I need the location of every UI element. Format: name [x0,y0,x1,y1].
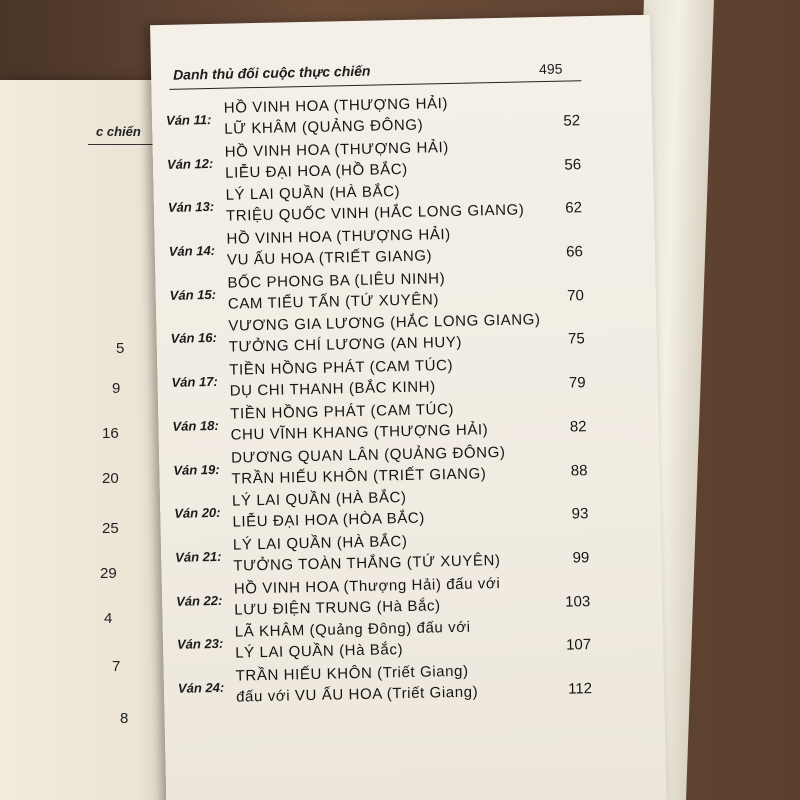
entry-page-number: 107 [565,636,592,654]
entry-line-2: CHU VĨNH KHANG (THƯỢNG HẢI) [230,421,489,444]
entry-page-number: 88 [570,461,588,480]
left-page-number: 9 [112,380,121,397]
entry-line-2: TRIỆU QUỐC VINH (HẮC LONG GIANG) [225,201,525,226]
entry-line-2: đấu với VU ẤU HOA (Triết Giang) [235,683,479,706]
entry-line-2: DỤ CHI THANH (BẮC KINH) [229,378,436,400]
left-page-number: 16 [102,425,119,442]
entry-line-1: LÝ LAI QUẦN (HÀ BẮC) [231,489,407,510]
entry-line-2: LÝ LAI QUẦN (Hà Bắc) [235,641,404,662]
game-label: Ván 16: [170,330,218,347]
entry-line-2: TƯỞNG CHÍ LƯƠNG (AN HUY) [228,334,463,357]
toc-entry [172,660,613,713]
entry-line-1: BỐC PHONG BA (LIÊU NINH) [227,269,446,292]
entry-page-number: 103 [565,592,591,611]
entry-line-1: HỒ VINH HOA (THƯỢNG HẢI) [224,138,450,161]
entry-page-number: 99 [572,549,590,567]
game-label: Ván 19: [173,461,220,478]
entry-line-2: LIỄU ĐẠI HOA (HÒA BẮC) [232,509,426,531]
entry-line-1: LÝ LAI QUẦN (HÀ BẮC) [232,532,408,554]
entry-page-number: 93 [571,505,589,523]
entry-line-1: LÃ KHÂM (Quảng Đông) đấu với [234,618,471,641]
entry-line-1: DƯƠNG QUAN LÂN (QUẢNG ĐÔNG) [230,443,506,467]
game-label: Ván 20: [174,505,221,522]
left-page-header: c chiến [96,124,141,139]
left-page-number: 8 [120,710,129,727]
entry-line-1: LÝ LAI QUẦN (HÀ BẮC) [225,183,401,205]
entry-page-number: 75 [567,330,585,348]
left-page-number: 4 [104,610,113,627]
left-page-number: 25 [102,520,119,537]
header-rule [169,80,581,90]
left-page-number: 29 [100,565,117,582]
entry-page-number: 52 [563,112,581,130]
game-label: Ván 11: [165,111,212,128]
entry-line-2: LIỄU ĐẠI HOA (HỒ BẮC) [224,160,408,182]
entry-page-number: 66 [566,243,584,261]
game-label: Ván 23: [176,636,224,653]
entry-line-2: LỮ KHÂM (QUẢNG ĐÔNG) [224,116,424,138]
table-of-contents-page [150,15,667,800]
game-label: Ván 15: [169,286,217,303]
entry-page-number: 56 [564,155,582,174]
left-page-number: 20 [102,470,119,487]
left-page-number: 7 [112,658,121,675]
game-label: Ván 24: [177,679,225,696]
page-number: 495 [538,60,563,78]
game-label: Ván 12: [166,155,214,172]
left-page-number: 5 [116,340,125,357]
entry-page-number: 79 [568,374,586,392]
entry-line-1: TRẦN HIẾU KHÔN (Triết Giang) [235,662,469,685]
running-header: Danh thủ đối cuộc thực chiến [172,62,371,83]
entry-page-number: 70 [566,286,584,305]
entry-line-2: VU ẤU HOA (TRIẾT GIANG) [226,247,433,269]
toc-list [160,92,613,713]
entry-line-2: LƯU ĐIỆN TRUNG (Hà Bắc) [234,596,441,619]
game-label: Ván 13: [167,199,215,216]
game-label: Ván 17: [171,374,218,390]
entry-line-2: TRẦN HIẾU KHÔN (TRIẾT GIANG) [231,464,487,488]
entry-page-number: 112 [567,680,593,698]
entry-page-number: 82 [569,417,587,436]
entry-line-1: HỒ VINH HOA (THƯỢNG HẢI) [226,226,451,248]
game-label: Ván 18: [172,417,219,434]
game-label: Ván 21: [175,548,222,565]
game-label: Ván 14: [168,242,216,259]
entry-line-2: TƯỞNG TOÀN THẮNG (TỨ XUYÊN) [233,551,501,575]
entry-line-1: HỒ VINH HOA (THƯỢNG HẢI) [223,95,449,117]
left-page [0,80,170,800]
game-label: Ván 22: [175,592,223,609]
entry-page-number: 62 [565,199,583,217]
entry-line-1: VƯƠNG GIA LƯƠNG (HẮC LONG GIANG) [228,311,541,336]
entry-line-1: TIỀN HỒNG PHÁT (CAM TÚC) [229,357,454,379]
entry-line-1: HỒ VINH HOA (Thượng Hải) đấu với [233,574,501,598]
entry-line-1: TIỀN HỒNG PHÁT (CAM TÚC) [230,400,455,423]
entry-line-2: CAM TIỂU TẤN (TỨ XUYÊN) [227,290,440,313]
